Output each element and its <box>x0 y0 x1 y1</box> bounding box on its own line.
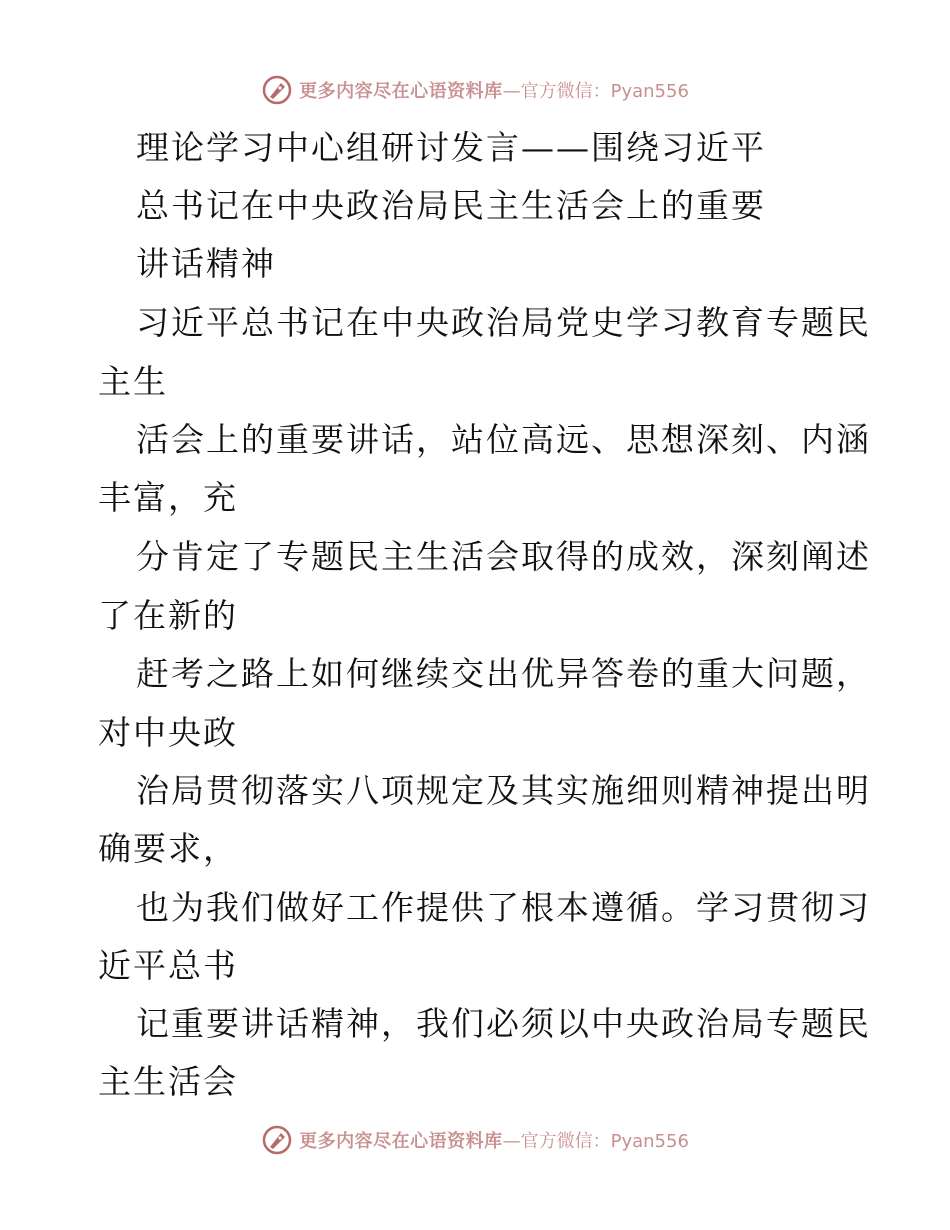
paragraph-line: 也为我们做好工作提供了根本遵循。学习贯彻习 <box>136 888 871 927</box>
paragraph-line: 对中央政 <box>98 713 238 752</box>
paragraph-line: 治局贯彻落实八项规定及其实施细则精神提出明 <box>136 771 871 810</box>
footer-banner <box>0 1122 950 1158</box>
banner-contact-text: —官方微信：Pyan556 <box>502 81 689 102</box>
paragraph-line: 确要求， <box>98 829 238 868</box>
paragraph-line: 习近平总书记在中央政治局党史学习教育专题民 <box>136 303 871 342</box>
paragraph-line: 了在新的 <box>98 596 238 635</box>
banner-brand-text: 更多内容尽在心语资料库 <box>299 81 503 102</box>
title-line: 总书记在中央政治局民主生活会上的重要 <box>136 186 766 225</box>
paragraph-line: 赶考之路上如何继续交出优异答卷的重大问题， <box>136 654 871 693</box>
pen-nib-logo-icon <box>261 74 293 106</box>
banner-brand-text: 更多内容尽在心语资料库 <box>299 1131 503 1152</box>
banner-contact-text: —官方微信：Pyan556 <box>502 1131 689 1152</box>
paragraph-line: 主生活会 <box>98 1062 238 1101</box>
title-line: 讲话精神 <box>136 244 276 283</box>
paragraph-line: 记重要讲话精神，我们必须以中央政治局专题民 <box>136 1004 871 1043</box>
paragraph-line: 分肯定了专题民主生活会取得的成效，深刻阐述 <box>136 537 871 576</box>
title-line: 理论学习中心组研讨发言——围绕习近平 <box>136 128 766 167</box>
header-banner <box>0 72 950 108</box>
pen-nib-logo-icon <box>261 1124 293 1156</box>
paragraph-line: 主生 <box>98 362 168 401</box>
paragraph-line: 丰富，充 <box>98 478 238 517</box>
paragraph-line: 近平总书 <box>98 946 238 985</box>
paragraph-line: 活会上的重要讲话，站位高远、思想深刻、内涵 <box>136 420 871 459</box>
